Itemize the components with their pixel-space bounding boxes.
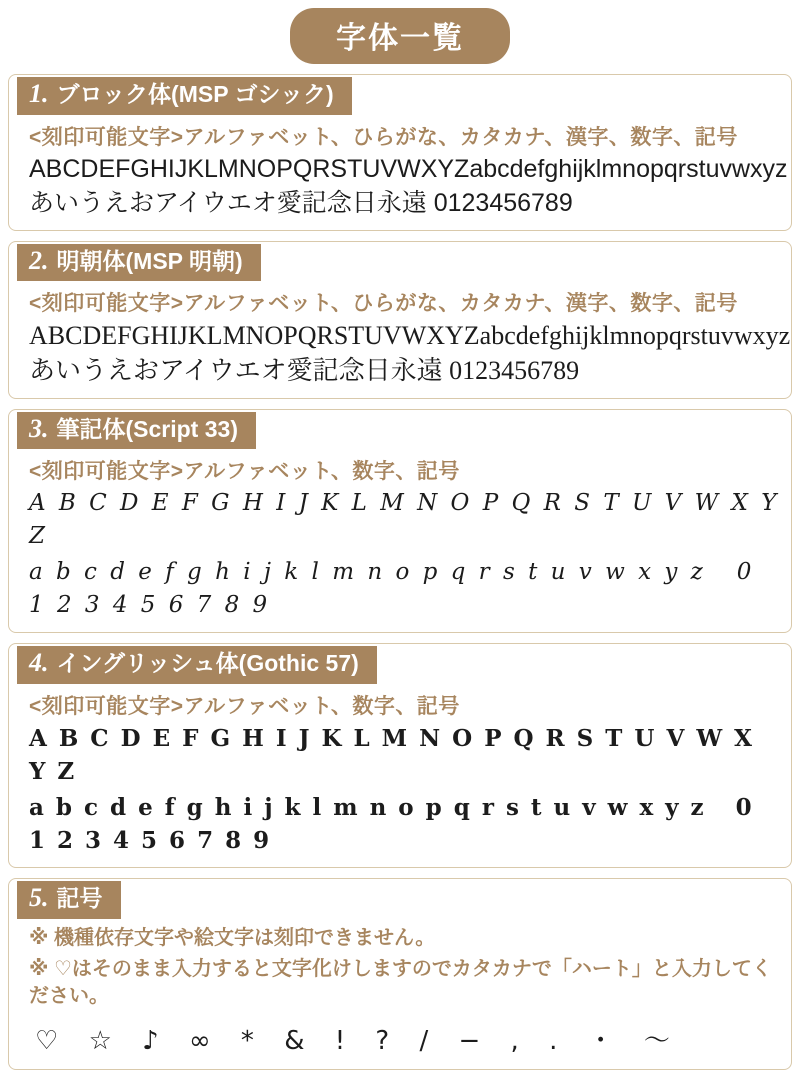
- section-number: 3.: [29, 413, 49, 443]
- engravable-chars-label: <刻印可能文字>アルファベット、数字、記号: [29, 694, 460, 718]
- section-card-block-gothic: [8, 74, 792, 231]
- section-number: 2.: [29, 245, 49, 275]
- section-title: 明朝体(MSP 明朝): [56, 247, 243, 274]
- note-line: ※ 機種依存文字や絵文字は刻印できません。: [29, 926, 436, 949]
- font-sample-line: あいうえおアイウエオ愛記念日永遠 0123456789: [29, 189, 573, 217]
- symbols-sample-line: ♡ ☆ ♪ ∞ * & ! ? / − , . ・ 〜: [35, 1025, 672, 1056]
- section-card-symbols: [8, 878, 792, 1070]
- note-line: ※ ♡はそのまま入力すると文字化けしますのでカタカナで「ハート」と入力してください。: [29, 957, 772, 1007]
- font-sections-list: [8, 74, 792, 1070]
- font-sample-line: a b c d e f g h i j k l m n o p q r s t u v w x y z 0 1 2 3 4 5 6 7 8 9: [29, 558, 765, 619]
- font-sample-line: ABCDEFGHIJKLMNOPQRSTUVWXYZabcdefghijklmnopqrstuvwxyz: [29, 321, 791, 350]
- font-sample-line: a b c d e f g h i j k l m n o p q r s t u v w x y z 0 1 2 3 4 5 6 7 8 9: [29, 793, 764, 854]
- section-header-bar: [17, 77, 352, 115]
- section-number: 5.: [29, 883, 49, 913]
- section-title: 記号: [56, 885, 103, 912]
- engravable-chars-label: <刻印可能文字>アルファベット、ひらがな、カタカナ、漢字、数字、記号: [29, 125, 738, 149]
- section-title: ブロック体(MSP ゴシック): [56, 81, 334, 107]
- section-number: 1.: [29, 79, 49, 108]
- section-card-script: [8, 409, 792, 634]
- page-title: 字体一覧: [336, 22, 464, 55]
- section-number: 4.: [29, 648, 49, 678]
- section-header-bar: [17, 646, 377, 684]
- section-header-bar: [17, 244, 261, 282]
- section-card-mincho: [8, 241, 792, 399]
- section-title: イングリッシュ体(Gothic 57): [56, 650, 359, 677]
- font-sample-line: A B C D E F G H I J K L M N O P Q R S T U V W X Y Z: [29, 490, 790, 550]
- section-header-bar: [17, 412, 256, 450]
- engravable-chars-label: <刻印可能文字>アルファベット、ひらがな、カタカナ、漢字、数字、記号: [29, 292, 738, 315]
- font-sample-line: あいうえおアイウエオ愛記念日永遠 0123456789: [29, 356, 580, 386]
- engravable-chars-label: <刻印可能文字>アルファベット、数字、記号: [29, 460, 460, 484]
- font-sample-line: ABCDEFGHIJKLMNOPQRSTUVWXYZabcdefghijklmnopqrstuvwxyz: [29, 154, 788, 183]
- section-card-english-blackletter: [8, 643, 792, 868]
- section-title: 筆記体(Script 33): [56, 415, 238, 442]
- section-header-bar: [17, 881, 121, 919]
- font-sample-line: A B C D E F G H I J K L M N O P Q R S T U V W X Y Z: [29, 724, 765, 786]
- page-title-badge: [290, 8, 510, 64]
